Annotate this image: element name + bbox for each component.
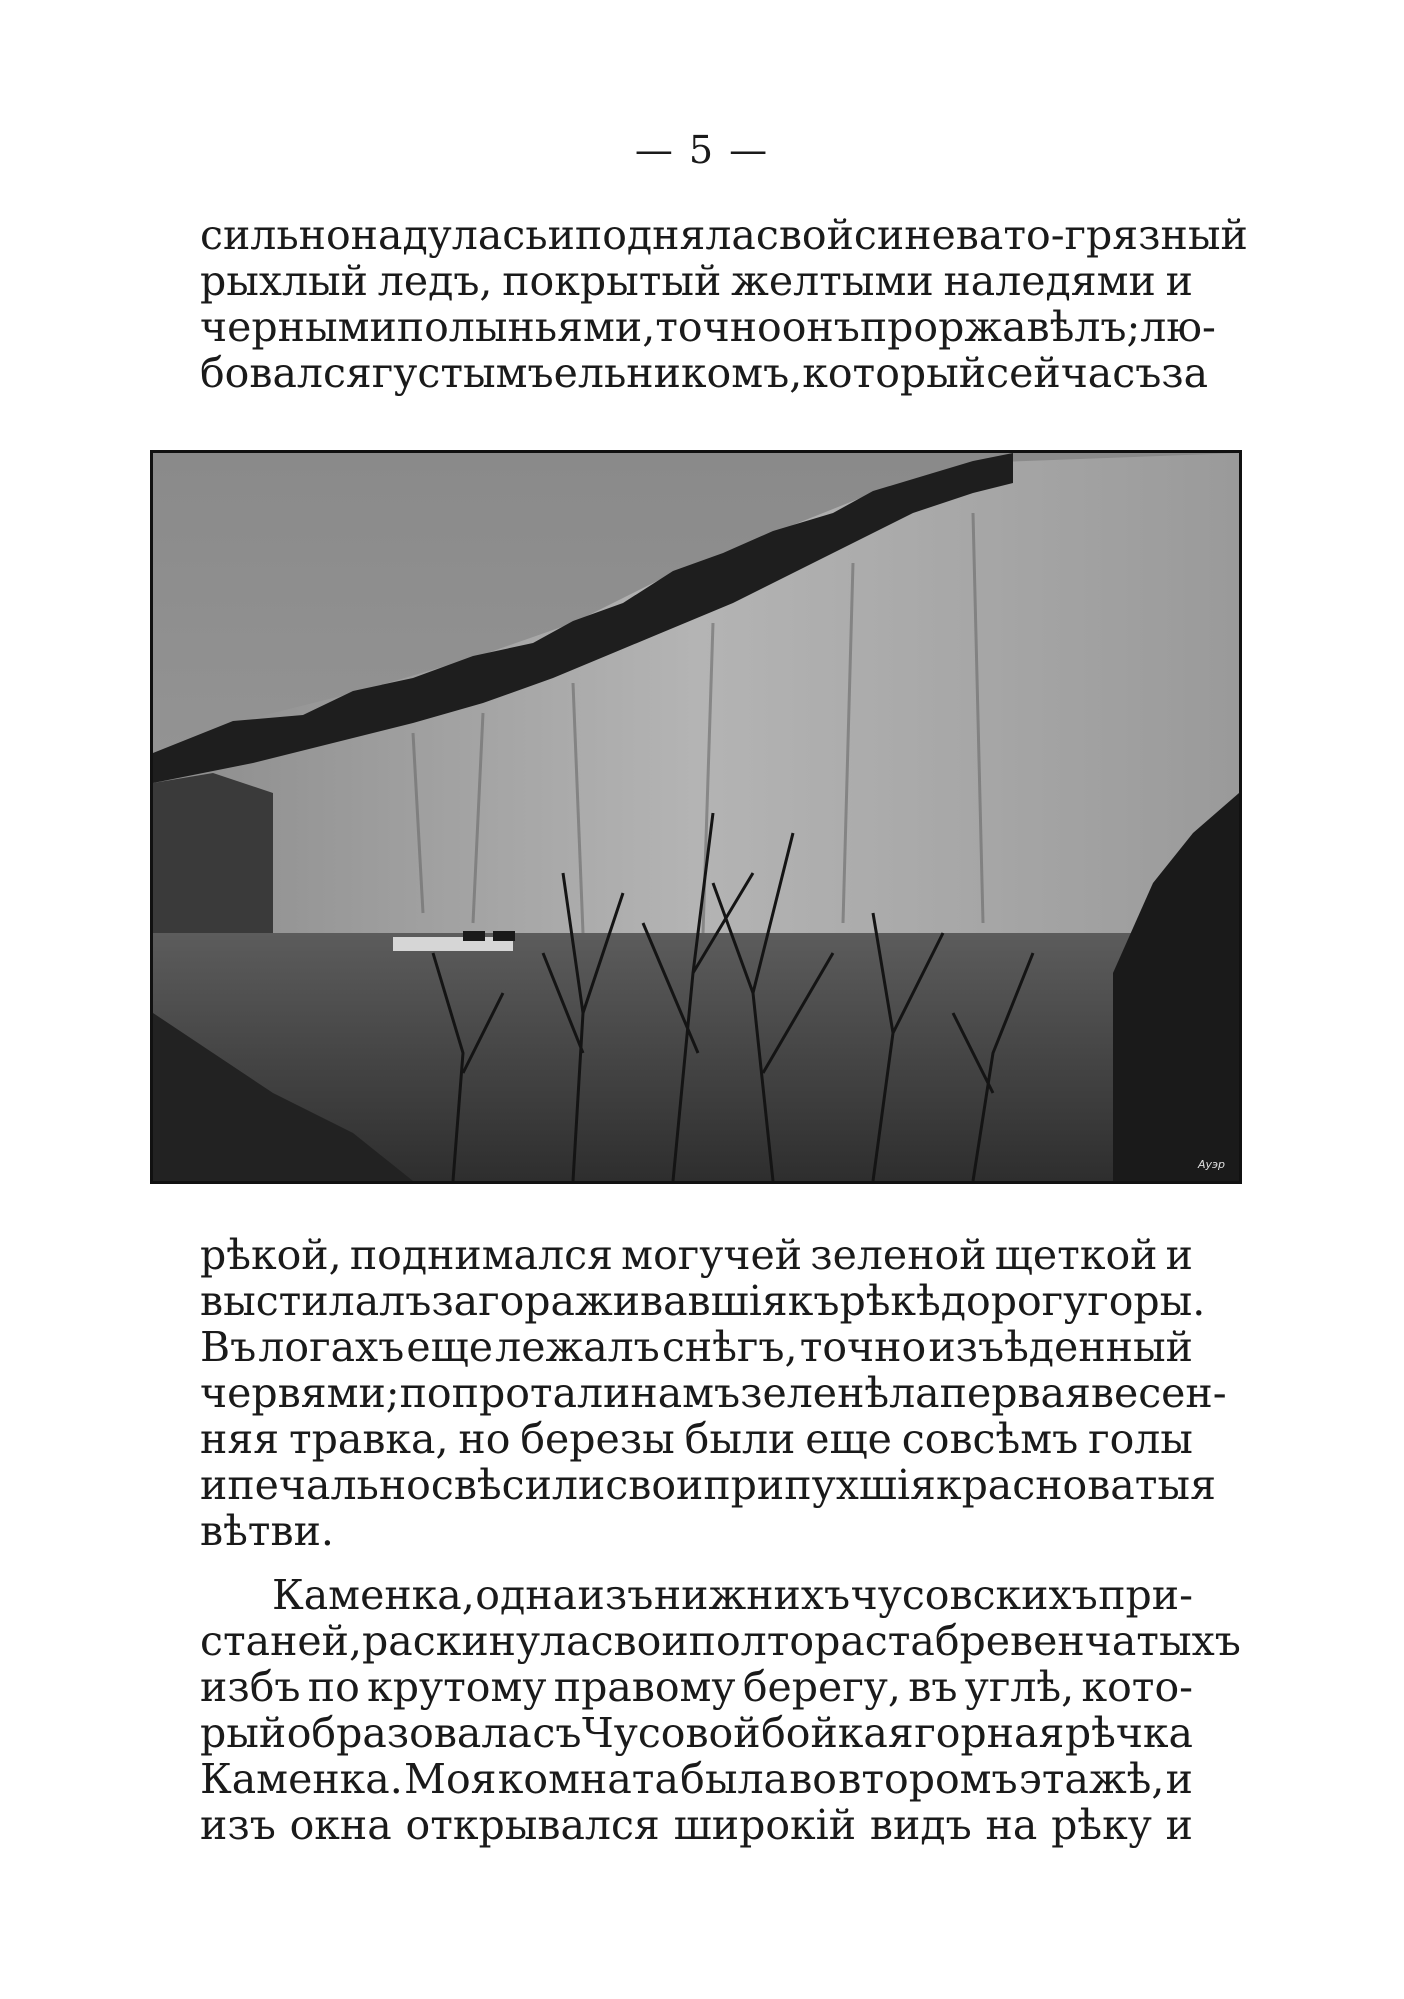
text-line: избъ по крутому правому берегу, въ углѣ, кото- — [200, 1663, 1193, 1711]
text-line: няя травка, но березы были еще совсѣмъ голы — [200, 1415, 1193, 1463]
text-line: Каменка. Моя комната была во второмъ этажѣ, и — [200, 1755, 1193, 1803]
raft-hut-1 — [463, 931, 485, 941]
text-line: рѣкой, поднимался могучей зеленой щеткой и — [200, 1231, 1193, 1279]
bottom-paragraph — [200, 1231, 1227, 1555]
text-line: станей, раскинула свои полтораста бревенчатыхъ — [200, 1617, 1241, 1665]
text-line: Въ логахъ еще лежалъ снѣгъ, точно изъѣденный — [200, 1323, 1193, 1371]
page-number: — 5 — — [634, 128, 770, 172]
left-slope — [153, 773, 273, 943]
kamenka-paragraph — [200, 1571, 1241, 1849]
text-line: червями; по проталинамъ зеленѣла первая весен- — [200, 1369, 1227, 1417]
text-line: рый образовала съ Чусовой бойкая горная рѣчка — [200, 1709, 1193, 1757]
text-line: Каменка, одна изъ нижнихъ чусовскихъ при- — [272, 1571, 1193, 1619]
top-paragraph — [200, 211, 1248, 397]
text-line: выстилалъ загораживавшія къ рѣкѣ дорогу горы. — [200, 1277, 1206, 1325]
photograph-figure — [150, 450, 1242, 1184]
text-line: бовался густымъ ельникомъ, который сейчасъ за — [200, 349, 1209, 397]
text-line: и печально свѣсили свои припухшія красноватыя — [200, 1461, 1216, 1509]
engraver-mark: Ауэр — [1197, 1158, 1225, 1171]
text-line: вѣтви. — [200, 1507, 334, 1555]
text-line: рыхлый ледъ, покрытый желтыми наледями и — [200, 257, 1193, 305]
river-cliff-photo — [153, 453, 1239, 1181]
text-line: изъ окна открывался широкій видъ на рѣку и — [200, 1801, 1193, 1849]
raft-hut-2 — [493, 931, 515, 941]
text-line: черными полыньями, точно онъ проржавѣлъ; лю- — [200, 303, 1216, 351]
text-line: сильно надулась и подняла свой синевато-грязный — [200, 211, 1248, 259]
